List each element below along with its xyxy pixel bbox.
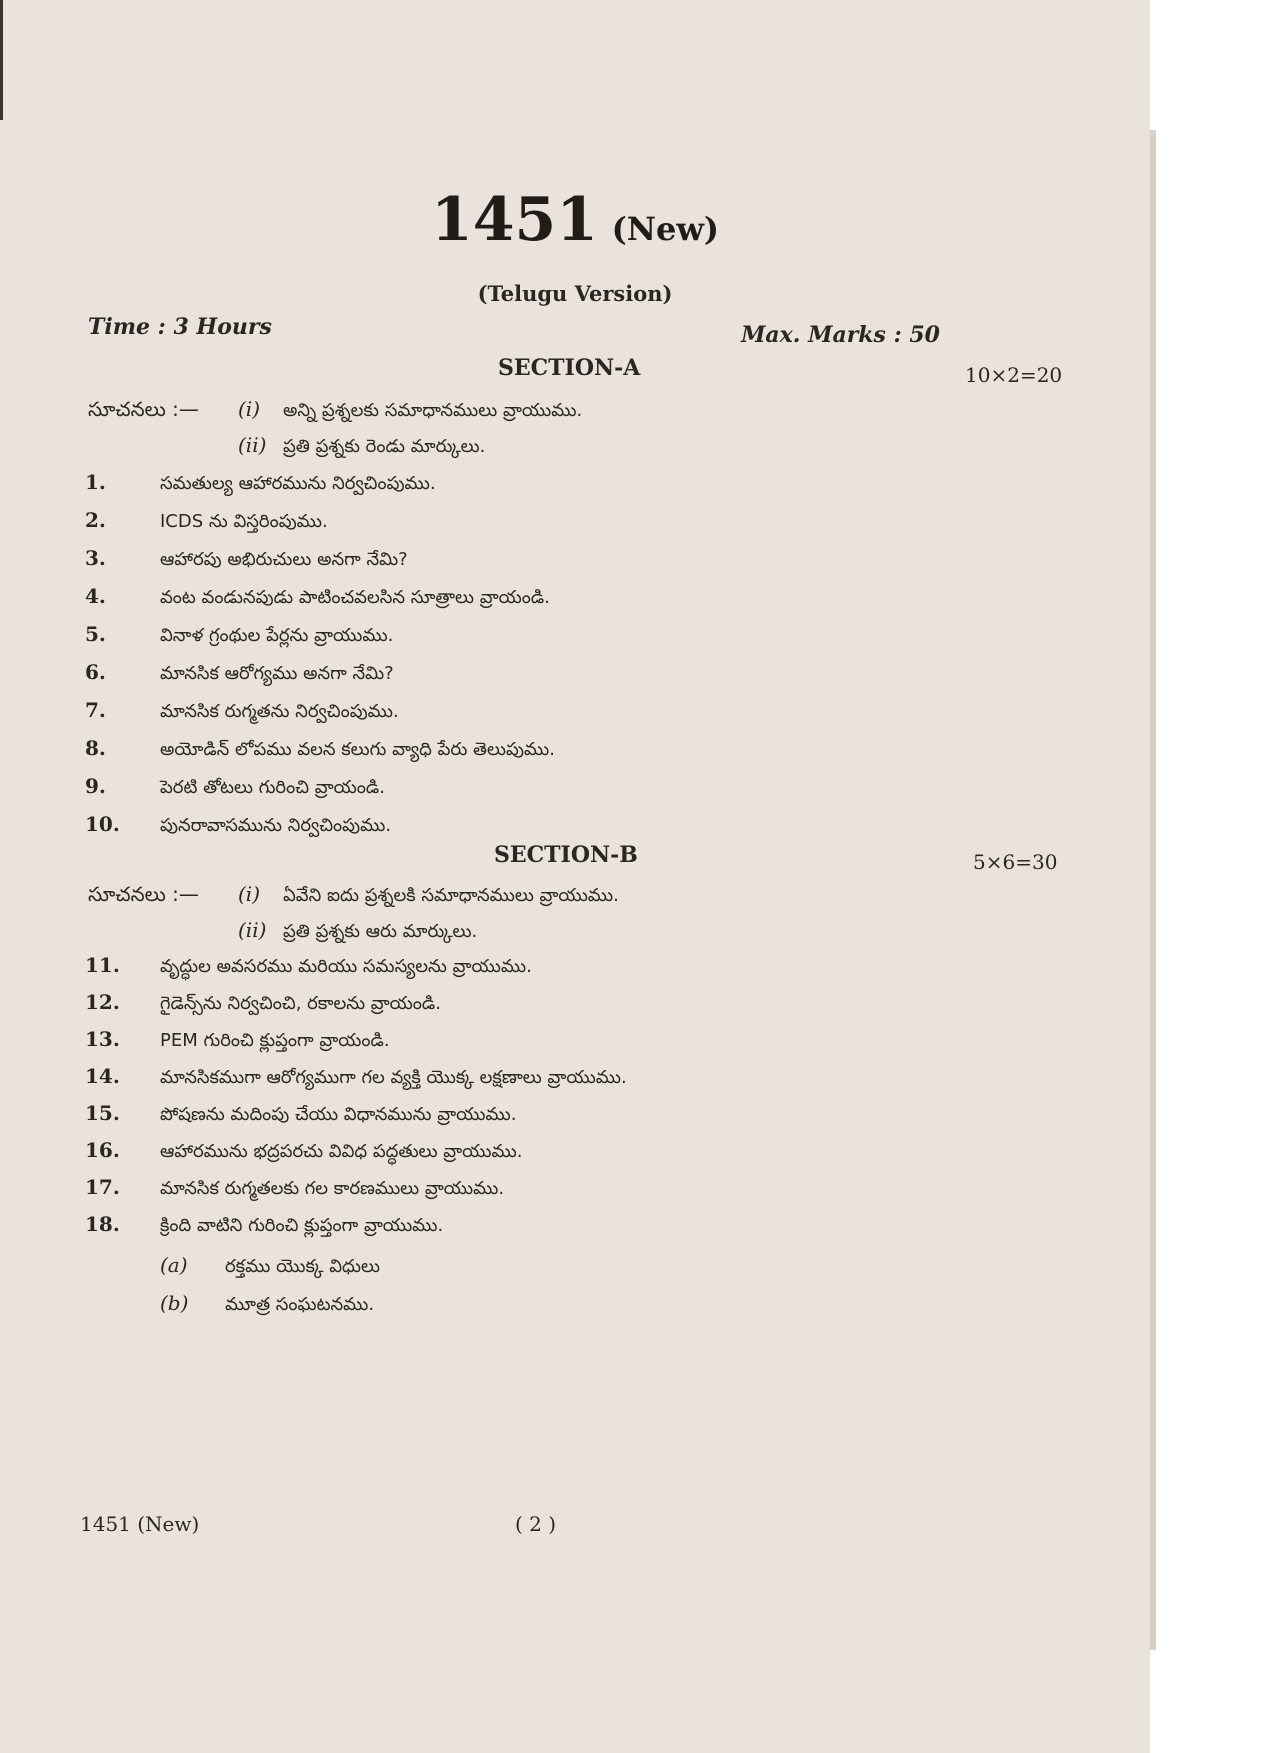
section-a-marks: 10×2=20 xyxy=(965,363,1063,387)
question-text: మానసిక రుగ్మతను నిర్వచింపుము. xyxy=(160,701,399,722)
question-3 xyxy=(85,546,408,574)
question-14 xyxy=(85,1064,627,1092)
sub-part-label: (b) xyxy=(160,1291,189,1315)
question-12 xyxy=(85,990,441,1018)
footer-page-number: ( 2 ) xyxy=(515,1512,557,1536)
question-18 xyxy=(85,1212,443,1240)
question-7 xyxy=(85,698,399,726)
instruction-number: (i) xyxy=(238,882,261,906)
instruction-number: (i) xyxy=(238,397,261,421)
question-number: 14. xyxy=(85,1064,120,1088)
question-11 xyxy=(85,953,532,981)
question-number: 8. xyxy=(85,736,106,760)
question-number: 7. xyxy=(85,698,106,722)
page-shade xyxy=(1150,130,1156,1650)
question-number: 4. xyxy=(85,584,106,608)
question-5 xyxy=(85,622,393,650)
section-b-marks: 5×6=30 xyxy=(973,850,1058,874)
instructions-label: సూచనలు :— xyxy=(88,397,199,421)
sub-part-label: (a) xyxy=(160,1253,188,1277)
question-text: ICDS ను విస్తరింపుము. xyxy=(160,511,328,532)
question-text: PEM గురించి క్లుప్తంగా వ్రాయండి. xyxy=(160,1030,390,1051)
section-b-instruction-1 xyxy=(88,882,619,911)
instruction-text: ప్రతి ప్రశ్నకు ఆరు మార్కులు. xyxy=(283,921,478,942)
question-9 xyxy=(85,774,385,802)
instruction-text: ఏవేని ఐదు ప్రశ్నలకి సమాధానములు వ్రాయుము. xyxy=(283,885,619,906)
question-text: మానసిక ఆరోగ్యము అనగా నేమి? xyxy=(160,663,394,684)
question-1 xyxy=(85,470,436,498)
question-number: 3. xyxy=(85,546,106,570)
question-18-part-a xyxy=(160,1253,380,1281)
section-b-title: SECTION-B xyxy=(494,842,638,868)
section-b-instruction-2 xyxy=(238,918,477,946)
question-number: 10. xyxy=(85,812,120,836)
section-a-instruction-1 xyxy=(88,397,582,426)
question-text: మానసిక రుగ్మతలకు గల కారణములు వ్రాయుము. xyxy=(160,1178,505,1199)
instruction-number: (ii) xyxy=(238,433,267,457)
question-15 xyxy=(85,1101,516,1129)
paper-title xyxy=(0,185,1150,255)
question-number: 1. xyxy=(85,470,106,494)
question-number: 13. xyxy=(85,1027,120,1051)
question-text: అయోడిన్ లోపము వలన కలుగు వ్యాధి పేరు తెలుపుము. xyxy=(160,739,555,760)
footer-paper-code: 1451 (New) xyxy=(80,1512,200,1536)
question-text: పునరావాసమును నిర్వచింపుము. xyxy=(160,815,392,836)
question-text: సమతుల్య ఆహారమును నిర్వచింపుము. xyxy=(160,473,436,494)
paper-tag: (New) xyxy=(611,210,719,248)
question-text: మానసికముగా ఆరోగ్యముగా గల వ్యక్తి యొక్క లక్షణాలు వ్రాయుము. xyxy=(160,1067,627,1088)
question-number: 12. xyxy=(85,990,120,1014)
question-text: గైడెన్స్‌ను నిర్వచించి, రకాలను వ్రాయండి. xyxy=(160,993,441,1014)
paper-code: 1451 xyxy=(430,185,598,255)
instruction-number: (ii) xyxy=(238,918,267,942)
question-text: పెరటి తోటలు గురించి వ్రాయండి. xyxy=(160,777,385,798)
sub-part-text: మూత్ర సంఘటనము. xyxy=(225,1294,375,1315)
question-text: వంట వండునపుడు పాటించవలసిన సూత్రాలు వ్రాయండి. xyxy=(160,587,550,608)
question-13 xyxy=(85,1027,390,1055)
question-number: 18. xyxy=(85,1212,120,1236)
question-6 xyxy=(85,660,394,688)
instruction-text: అన్ని ప్రశ్నలకు సమాధానములు వ్రాయుము. xyxy=(283,400,583,421)
question-number: 15. xyxy=(85,1101,120,1125)
question-text: క్రింది వాటిని గురించి క్లుప్తంగా వ్రాయుము. xyxy=(160,1215,444,1236)
question-number: 2. xyxy=(85,508,106,532)
question-18-part-b xyxy=(160,1291,374,1319)
max-marks: Max. Marks : 50 xyxy=(741,322,940,348)
instructions-label: సూచనలు :— xyxy=(88,882,199,906)
question-number: 6. xyxy=(85,660,106,684)
question-number: 5. xyxy=(85,622,106,646)
exam-time: Time : 3 Hours xyxy=(88,314,272,340)
question-17 xyxy=(85,1175,504,1203)
question-text: ఆహారపు అభిరుచులు అనగా నేమి? xyxy=(160,549,408,570)
paper-version: (Telugu Version) xyxy=(477,281,673,306)
sub-part-text: రక్తము యొక్క విధులు xyxy=(225,1256,380,1277)
question-number: 9. xyxy=(85,774,106,798)
question-text: వృద్ధుల అవసరము మరియు సమస్యలను వ్రాయుము. xyxy=(160,956,532,977)
question-2 xyxy=(85,508,328,536)
question-number: 17. xyxy=(85,1175,120,1199)
section-a-title: SECTION-A xyxy=(498,355,641,381)
question-10 xyxy=(85,812,391,840)
question-text: వినాళ గ్రంథుల పేర్లను వ్రాయుము. xyxy=(160,625,394,646)
section-a-instruction-2 xyxy=(238,433,485,461)
page-edge-shadow xyxy=(0,0,3,120)
question-4 xyxy=(85,584,550,612)
question-16 xyxy=(85,1138,523,1166)
question-number: 16. xyxy=(85,1138,120,1162)
question-text: ఆహారమును భద్రపరచు వివిధ పద్ధతులు వ్రాయుము. xyxy=(160,1141,523,1162)
question-text: పోషణను మదింపు చేయు విధానమును వ్రాయుము. xyxy=(160,1104,517,1125)
question-number: 11. xyxy=(85,953,120,977)
question-8 xyxy=(85,736,555,764)
instruction-text: ప్రతి ప్రశ్నకు రెండు మార్కులు. xyxy=(283,436,486,457)
